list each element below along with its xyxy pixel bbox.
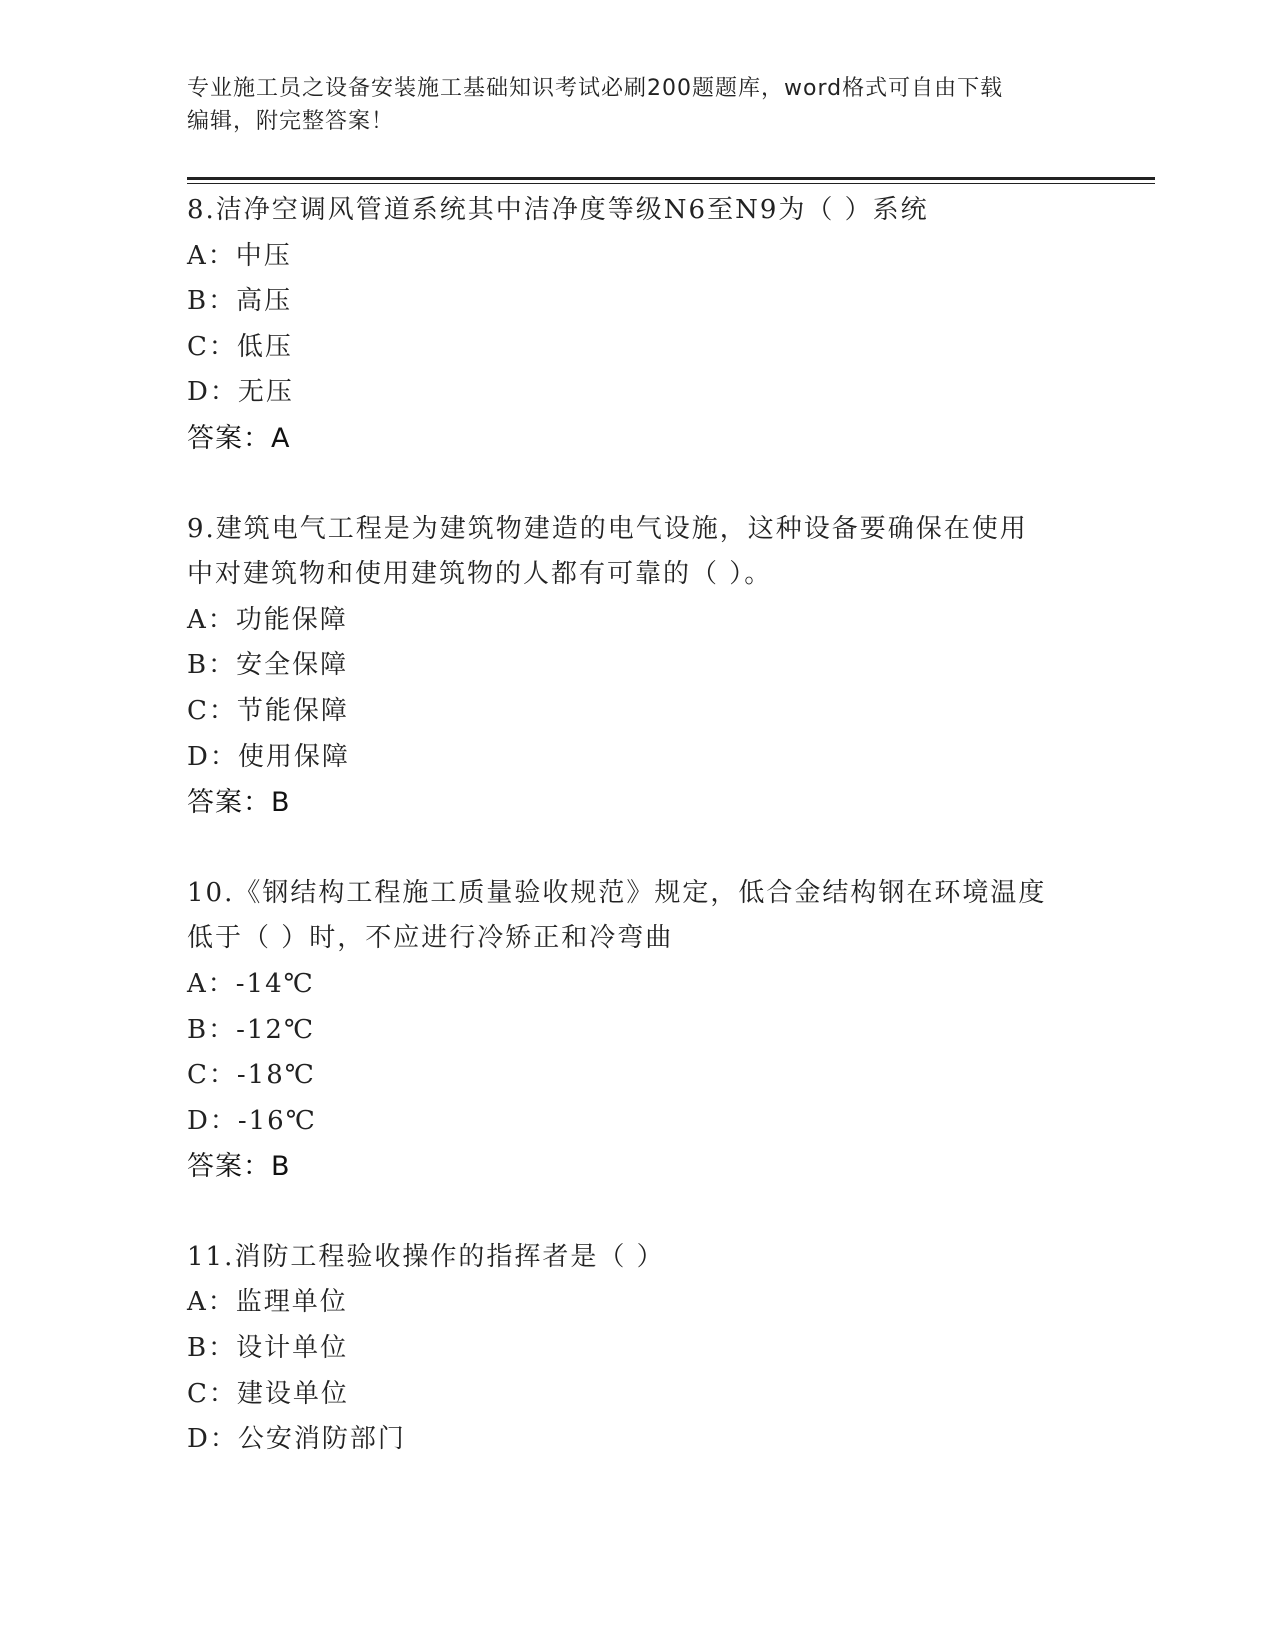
document-header <box>187 72 1087 138</box>
option-c: C：节能保障 <box>187 695 349 726</box>
option-c: C：低压 <box>187 331 293 362</box>
option-d: D：无压 <box>187 377 294 408</box>
question-item <box>187 507 1087 826</box>
question-item <box>187 188 1087 462</box>
option-a: A：中压 <box>187 240 292 271</box>
option-a: A：监理单位 <box>187 1287 348 1318</box>
answer-text: 答案：B <box>187 787 291 819</box>
question-text: 10.《钢结构工程施工质量验收规范》规定，低合金结构钢在环境温度 <box>187 877 1047 908</box>
question-text-continued: 中对建筑物和使用建筑物的人都有可靠的（ ）。 <box>187 559 773 590</box>
option-b: B：-12℃ <box>187 1014 316 1045</box>
header-divider-thin <box>187 183 1155 184</box>
option-a: A：-14℃ <box>187 968 315 999</box>
question-text: 8.洁净空调风管道系统其中洁净度等级N6至N9为（ ）系统 <box>187 195 929 225</box>
option-c: C：建设单位 <box>187 1378 349 1409</box>
option-d: D：公安消防部门 <box>187 1424 406 1455</box>
question-text-continued: 低于（ ）时，不应进行冷矫正和冷弯曲 <box>187 923 674 954</box>
option-b: B：安全保障 <box>187 650 349 681</box>
question-item <box>187 1235 1087 1463</box>
option-c: C：-18℃ <box>187 1060 316 1091</box>
question-item <box>187 871 1087 1190</box>
header-divider-thick <box>187 177 1155 180</box>
question-list <box>187 188 1087 1508</box>
header-title-line-1: 专业施工员之设备安装施工基础知识考试必刷200题题库，word格式可自由下载 <box>187 76 1004 101</box>
option-a: A：功能保障 <box>187 604 348 635</box>
option-d: D：使用保障 <box>187 741 350 772</box>
question-text: 9.建筑电气工程是为建筑物建造的电气设施，这种设备要确保在使用 <box>187 513 1028 544</box>
answer-text: 答案：B <box>187 1151 291 1183</box>
header-title-line-2: 编辑，附完整答案！ <box>187 109 395 134</box>
option-b: B：高压 <box>187 286 293 317</box>
answer-text: 答案：A <box>187 422 291 454</box>
option-d: D：-16℃ <box>187 1105 317 1136</box>
question-text: 11.消防工程验收操作的指挥者是（ ） <box>187 1241 665 1272</box>
option-b: B：设计单位 <box>187 1333 349 1364</box>
